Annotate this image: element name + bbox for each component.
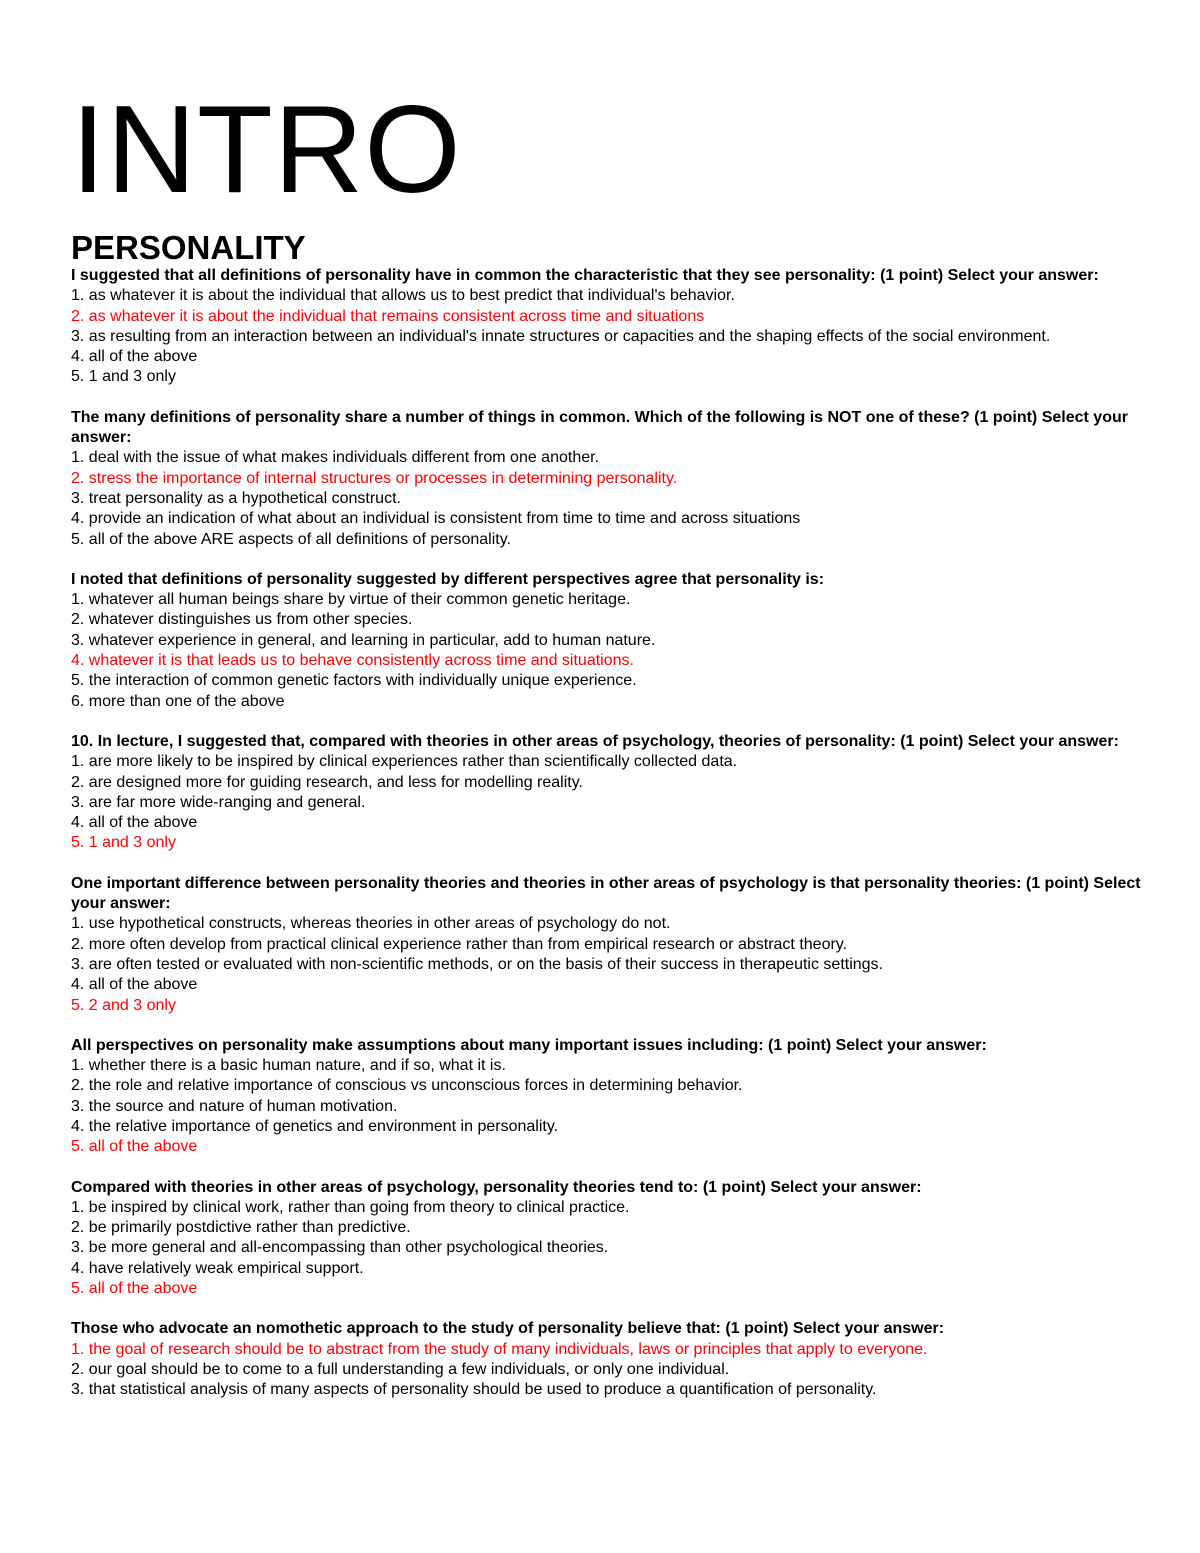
question-stem: The many definitions of personality share a number of things in common. Which of the following is NOT one of these? (1 point) Select your answer: [71,408,1128,447]
document-page [71,82,1141,1421]
answer-option: 3. that statistical analysis of many aspects of personality should be used to produce a quantification of personality. [71,1381,877,1399]
answer-option: 4. all of the above [71,976,198,994]
answer-option: 3. are far more wide-ranging and general. [71,793,366,811]
question-block [71,266,1141,388]
question-stem: I suggested that all definitions of personality have in common the characteristic that they see personality: (1 point) Select your answer: [71,267,1099,284]
correct-answer-option: 2. stress the importance of internal structures or processes in determining personality. [71,469,678,487]
answer-options [71,1340,1141,1401]
answer-option: 1. deal with the issue of what makes individuals different from one another. [71,449,600,467]
document-title: INTRO [71,81,462,219]
answer-option: 5. 1 and 3 only [71,368,176,386]
answer-option: 5. all of the above ARE aspects of all definitions of personality. [71,530,511,548]
question-stem: Those who advocate an nomothetic approach to the study of personality believe that: (1 point) Select your answer: [71,1320,945,1338]
answer-option: 4. all of the above [71,348,198,366]
answer-options [71,914,1141,1015]
answer-option: 1. be inspired by clinical work, rather than going from theory to clinical practice. [71,1198,630,1216]
answer-options [71,1056,1141,1157]
answer-option: 1. whatever all human beings share by virtue of their common genetic heritage. [71,591,631,609]
answer-options [71,448,1141,549]
answer-option: 2. the role and relative importance of conscious vs unconscious forces in determining behavior. [71,1077,743,1095]
answer-option: 3. be more general and all-encompassing than other psychological theories. [71,1239,609,1257]
question-stem: I noted that definitions of personality suggested by different perspectives agree that personality is: [71,570,825,588]
question-block [71,570,1141,712]
answer-option: 5. the interaction of common genetic factors with individually unique experience. [71,672,637,690]
answer-option: 3. are often tested or evaluated with non-scientific methods, or on the basis of their success in therapeutic settings. [71,955,883,973]
answer-option: 3. the source and nature of human motivation. [71,1097,398,1115]
correct-answer-option: 4. whatever it is that leads us to behave consistently across time and situations. [71,652,634,670]
correct-answer-option: 1. the goal of research should be to abstract from the study of many individuals, laws or principles that apply to everyone. [71,1340,928,1358]
question-stem: 10. In lecture, I suggested that, compared with theories in other areas of psychology, theories of personality: (1 point) Select your answer: [71,732,1119,750]
question-stem: One important difference between personality theories and theories in other areas of psychology is that personality theories: (1 point) Select your answer: [71,874,1141,913]
correct-answer-option: 2. as whatever it is about the individual that remains consistent across time and situations [71,307,705,325]
section-heading: PERSONALITY [71,229,306,266]
answer-option: 2. be primarily postdictive rather than predictive. [71,1219,411,1237]
question-block [71,1319,1141,1400]
answer-option: 3. as resulting from an interaction between an individual's innate structures or capacities and the shaping effects of the social environment. [71,327,1051,345]
answer-option: 4. provide an indication of what about an individual is consistent from time to time and across situations [71,510,801,528]
question-block [71,408,1141,550]
answer-option: 1. use hypothetical constructs, whereas theories in other areas of psychology do not. [71,915,671,933]
answer-options [71,590,1141,712]
correct-answer-option: 5. all of the above [71,1138,198,1156]
question-block [71,874,1141,1016]
answer-option: 6. more than one of the above [71,692,285,710]
answer-options [71,286,1141,387]
correct-answer-option: 5. 2 and 3 only [71,996,176,1014]
question-list [71,266,1141,1401]
question-block [71,1036,1141,1158]
question-stem: Compared with theories in other areas of psychology, personality theories tend to: (1 point) Select your answer: [71,1178,922,1196]
correct-answer-option: 5. all of the above [71,1280,198,1298]
answer-option: 4. the relative importance of genetics and environment in personality. [71,1117,559,1135]
answer-option: 3. treat personality as a hypothetical construct. [71,489,401,507]
answer-option: 1. are more likely to be inspired by clinical experiences rather than scientifically collected data. [71,753,738,771]
question-stem: All perspectives on personality make assumptions about many important issues including: (1 point) Select your answer: [71,1036,987,1054]
correct-answer-option: 5. 1 and 3 only [71,834,176,852]
answer-options [71,1198,1141,1299]
answer-option: 1. as whatever it is about the individual that allows us to best predict that individual's behavior. [71,287,735,305]
answer-option: 1. whether there is a basic human nature, and if so, what it is. [71,1057,506,1075]
answer-option: 2. more often develop from practical clinical experience rather than from empirical research or abstract theory. [71,935,848,953]
answer-option: 4. all of the above [71,814,198,832]
answer-option: 2. our goal should be to come to a full understanding a few individuals, or only one individual. [71,1360,730,1378]
answer-options [71,752,1141,853]
answer-option: 3. whatever experience in general, and learning in particular, add to human nature. [71,631,656,649]
question-block [71,1178,1141,1300]
answer-option: 4. have relatively weak empirical support. [71,1259,364,1277]
question-block [71,732,1141,854]
answer-option: 2. are designed more for guiding research, and less for modelling reality. [71,773,583,791]
answer-option: 2. whatever distinguishes us from other species. [71,611,413,629]
